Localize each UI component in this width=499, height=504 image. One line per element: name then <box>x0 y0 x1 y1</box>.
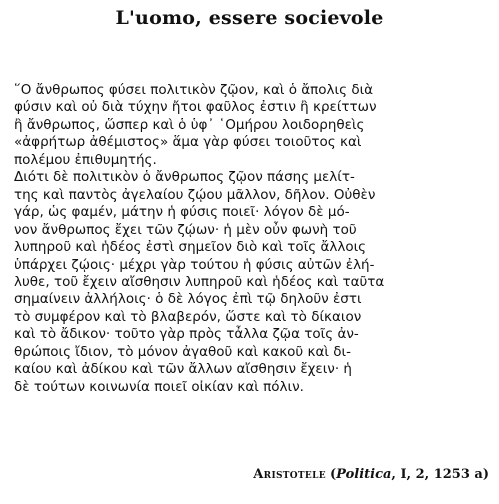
text-line: νον ἄνθρωπος ἔχει τῶν ζῴων· ἡ μὲν οὖν φωνὴ τοῦ <box>14 221 357 238</box>
citation-reference: , I, 2, 1253 a) <box>391 467 489 482</box>
text-line: γάρ, ὡς φαμέν, μάτην ἡ φύσις ποιεῖ· λόγον δὲ μό- <box>14 204 350 221</box>
citation-work: Politica <box>336 467 392 482</box>
citation <box>253 466 489 483</box>
text-line: λυθε, τοῦ ἔχειν αἴσθησιν λυπηροῦ καὶ ἡδέος καὶ ταῦτα <box>14 273 385 290</box>
paragraph-2 <box>14 169 488 396</box>
text-line: της καὶ παντὸς ἀγελαίου ζῴου μᾶλλον, δῆλον. Οὐθὲν <box>14 186 376 203</box>
text-line: δὲ τούτων κοινωνία ποιεῖ οἰκίαν καὶ πόλιν. <box>14 378 304 395</box>
citation-open-paren: ( <box>330 467 337 482</box>
text-line: ῞Ο ἄνθρωπος φύσει πολιτικὸν ζῷον, καὶ ὁ ἄπολις διὰ <box>14 82 374 98</box>
text-line: «ἀφρήτωρ ἀθέμιστος» ἅμα γὰρ φύσει τοιοῦτος καὶ <box>14 134 362 151</box>
text-line: σημαίνειν ἀλλήλοις· ὁ δὲ λόγος ἐπὶ τῷ δηλοῦν ἐστι <box>14 291 362 308</box>
text-line: Διότι δὲ πολιτικὸν ὁ ἄνθρωπος ζῷον πάσης μελίτ- <box>14 169 355 186</box>
text-line: καὶ τὸ ἄδικον· τοῦτο γὰρ πρὸς τἆλλα ζῷα τοῖς ἀν- <box>14 326 359 343</box>
text-line: καίου καὶ ἀδίκου καὶ τῶν ἄλλων αἴσθησιν ἔχειν· ἡ <box>14 361 352 378</box>
text-line: τὸ συμφέρον καὶ τὸ βλαβερόν, ὥστε καὶ τὸ δίκαιον <box>14 308 362 325</box>
text-line: ἢ ἄνθρωπος, ὥσπερ καὶ ὁ ὑφ᾿ ῾Ομήρου λοιδορηθεὶς <box>14 116 365 133</box>
citation-author: Aristotele <box>253 467 326 482</box>
text-line: θρώποις ἴδιον, τὸ μόνον ἀγαθοῦ καὶ κακοῦ καὶ δι- <box>14 343 351 360</box>
greek-text-body <box>14 82 488 396</box>
text-line: ὑπάρχει ζῴοις· μέχρι γὰρ τούτου ἡ φύσις αὐτῶν ἐλή- <box>14 256 375 273</box>
page-title: L'uomo, essere socievole <box>115 7 384 29</box>
text-line: φύσιν καὶ οὐ διὰ τύχην ἤτοι φαῦλος ἐστιν ἢ κρείττων <box>14 99 377 116</box>
text-line: λυπηροῦ καὶ ἡδέος ἐστὶ σημεῖον διὸ καὶ τοῖς ἄλλοις <box>14 239 367 256</box>
text-line: πολέμου ἐπιθυμητής. <box>14 151 157 168</box>
paragraph-1 <box>14 82 488 169</box>
